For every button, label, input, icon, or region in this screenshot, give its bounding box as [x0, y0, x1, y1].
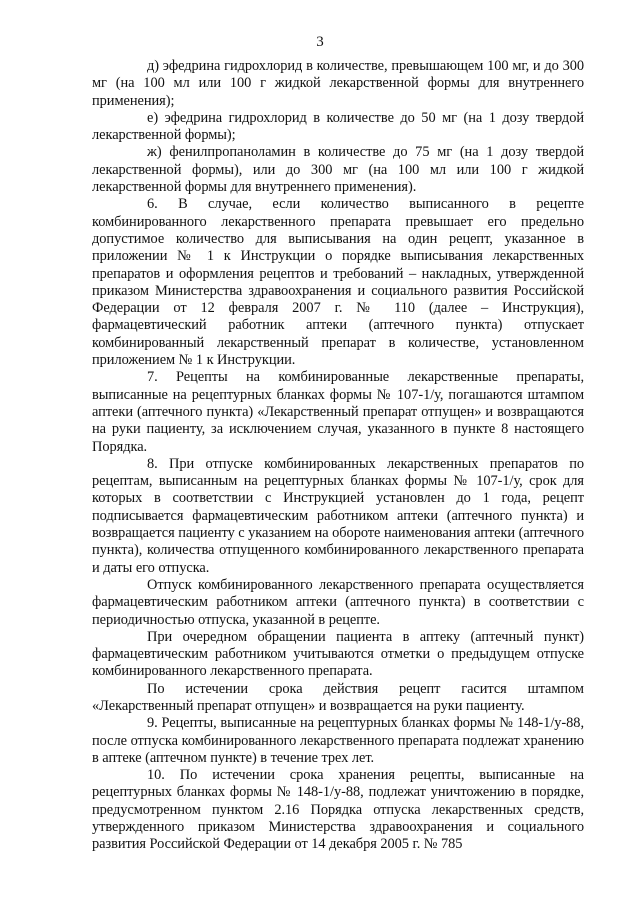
paragraph-item-10: 10. По истечении срока хранения рецепты, выписанные на рецептурных бланках формы № 148-1/у-88, подлежат уничтожению в порядке, предусмотренном пунктом 2.16 Порядка отпуска лекарственных средств, утвержденного приказом Министерства здравоохранения и социального развития Российской Федерации от 14 декабря 2005 г. № 785: [92, 767, 584, 853]
document-body: [92, 58, 584, 854]
paragraph-repeat-visit: При очередном обращении пациента в аптеку (аптечный пункт) фармацевтическим работником учитываются отметки о предыдущем отпуске комбинированного лекарственного препарата.: [92, 628, 584, 680]
paragraph-dispensing-periodicity: Отпуск комбинированного лекарственного препарата осуществляется фармацевтическим работником аптеки (аптечного пункта) в соответствии с периодичностью отпуска, указанной в рецепте.: [92, 576, 584, 628]
paragraph-zh-phenylpropanolamine: ж) фенилпропаноламин в количестве до 75 мг (на 1 дозу твердой лекарственной формы), или до 300 мг (на 100 мл или 100 г жидкой лекарственной формы для внутреннего применения).: [92, 144, 584, 196]
paragraph-d-ephedrine-hydrochloride: д) эфедрина гидрохлорид в количестве, превышающем 100 мг, и до 300 мг (на 100 мл или 100 г жидкой лекарственной формы для внутреннего применения);: [92, 58, 584, 109]
paragraph-expiry-stamp: По истечении срока действия рецепт гасится штампом «Лекарственный препарат отпущен» и возвращается на руки пациенту.: [92, 680, 584, 714]
paragraph-item-8: 8. При отпуске комбинированных лекарственных препаратов по рецептам, выписанным на рецептурных бланках формы № 107-1/у, срок для которых в соответствии с Инструкцией установлен до 1 года, рецепт подписывается фармацевтическим работником аптеки (аптечного пункта) и возвращается пациенту с указанием на обороте наименования аптеки (аптечного пункта), количества отпущенного комбинированного лекарственного препарата и даты его отпуска.: [92, 455, 584, 576]
paragraph-item-6: 6. В случае, если количество выписанного в рецепте комбинированного лекарственного препарата превышает его предельно допустимое количество для выписывания на один рецепт, указанное в приложении № 1 к Инструкции о порядке выписывания лекарственных препаратов и оформления рецептов и требований – накладных, утвержденной приказом Министерства здравоохранения и социального развития Российской Федерации от 12 февраля 2007 г. № 110 (далее – Инструкция), фармацевтический работник аптеки (аптечного пункта) отпускает комбинированный лекарственный препарат в количестве, установленном приложением № 1 к Инструкции.: [92, 196, 584, 369]
page-number: 3: [316, 34, 324, 50]
paragraph-e-ephedrine-hydrochloride: е) эфедрина гидрохлорид в количестве до 50 мг (на 1 дозу твердой лекарственной формы);: [92, 109, 584, 144]
paragraph-item-9: 9. Рецепты, выписанные на рецептурных бланках формы № 148-1/у-88, после отпуска комбинированного лекарственного препарата подлежат хранению в аптеке (аптечном пункте) в течение трех лет.: [92, 715, 584, 766]
paragraph-item-7: 7. Рецепты на комбинированные лекарственные препараты, выписанные на рецептурных бланках формы № 107-1/у, погашаются штампом аптеки (аптечного пункта) «Лекарственный препарат отпущен» и возвращаются на руки пациенту, за исключением случая, указанного в пункте 8 настоящего Порядка.: [92, 369, 584, 455]
